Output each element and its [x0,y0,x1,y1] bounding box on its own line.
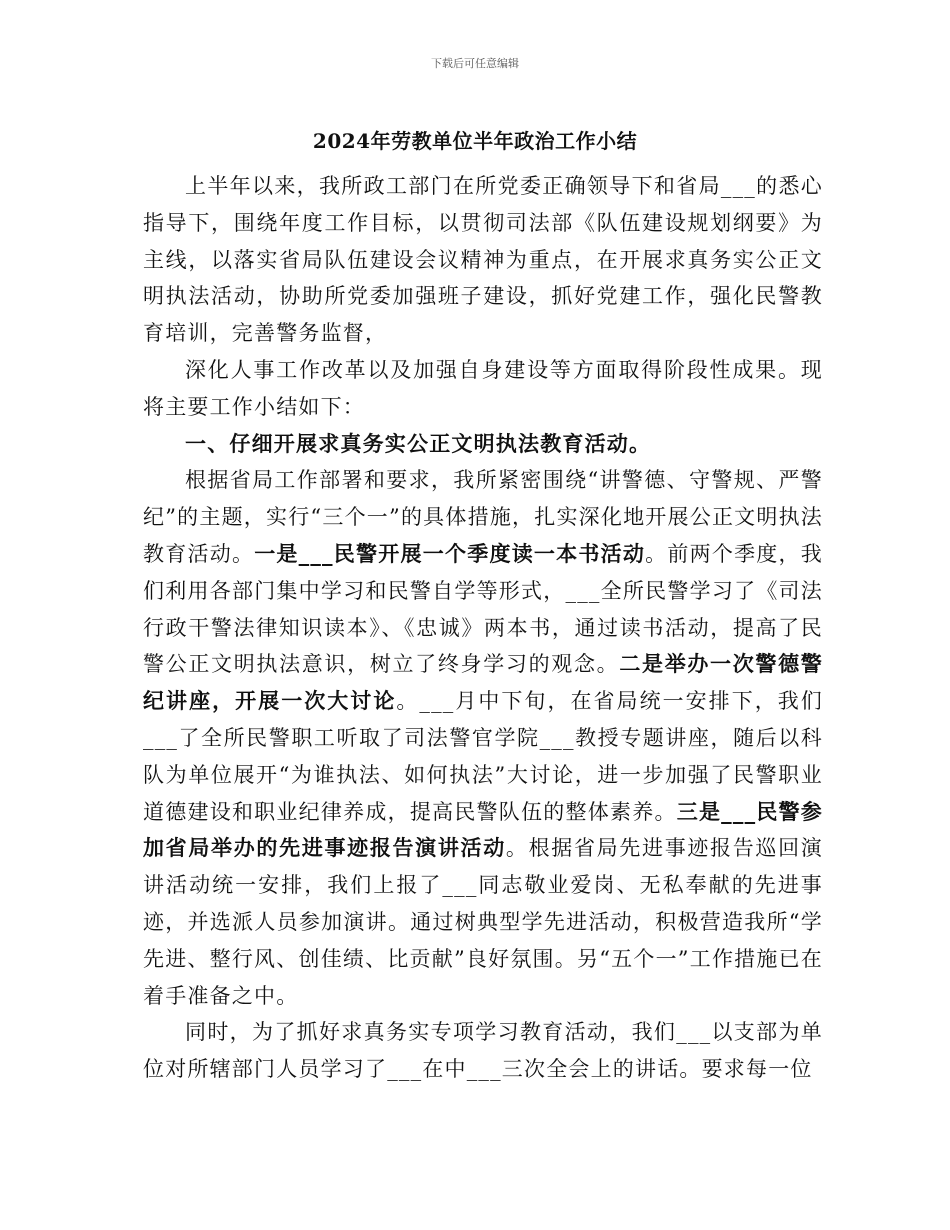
paragraph-text: 。___月中下旬，在省局统一安排下，我们___了全所民警职工听取了司法警官学院___教授专题讲座，随后以科队为单位展开“为谁执法、如何执法”大讨论，进一步加强了民警职业道德建设和职业纪律养成，提高民警队伍的整体素养。 [143,689,824,824]
header-note: 下载后可任意编辑 [431,57,519,70]
document-title: 2024年劳教单位半年政治工作小结 [312,129,638,153]
document-body [143,168,823,1088]
paragraph-text: 。前两个季度，我们利用各部门集中学习和民警自学等形式，___全所民警学习了《司法行政干警法律知识读本》、《忠诚》两本书，通过读书活动，提高了民警公正文明执法意识，树立了终身学习的观念。 [143,541,823,677]
section-heading-1: 一、仔细开展求真务实公正文明执法教育活动。 [185,430,652,456]
paragraph-study: 同时，为了抓好求真务实专项学习教育活动，我们___以支部为单位对所辖部门人员学习了___在中___三次全会上的讲话。要求每一位 [143,1020,823,1082]
paragraph-summary: 深化人事工作改革以及加强自身建设等方面取得阶段性成果。现将主要工作小结如下： [143,357,823,419]
paragraph-section1 [143,462,823,1014]
bold-point-1: 一是___民警开展一个季度读一本书活动 [254,540,646,566]
paragraph-text: 。根据省局先进事迹报告巡回演讲活动统一安排，我们上报了___同志敬业爱岗、无私奉献的先进事迹，并选派人员参加演讲。通过树典型学先进活动，积极营造我所“学先进、整行风、创佳绩、比贡献”良好氛围。另“五个一”工作措施已在着手准备之中。 [143,836,823,1008]
bold-point-2: 二是举办一次警德警纪讲座，开展一次大讨论 [143,651,823,714]
paragraph-intro: 上半年以来，我所政工部门在所党委正确领导下和省局___的悉心指导下，围绕年度工作目标，以贯彻司法部《队伍建设规划纲要》为主线，以落实省局队伍建设会议精神为重点，在开展求真务实公正文明执法活动，协助所党委加强班子建设，抓好党建工作，强化民警教育培训，完善警务监督， [143,174,823,346]
paragraph-text: 根据省局工作部署和要求，我所紧密围绕“讲警德、守警规、严警纪”的主题，实行“三个一”的具体措施，扎实深化地开展公正文明执法教育活动。 [143,468,823,566]
bold-point-3: 三是___民警参加省局举办的先进事迹报告演讲活动 [143,798,823,861]
